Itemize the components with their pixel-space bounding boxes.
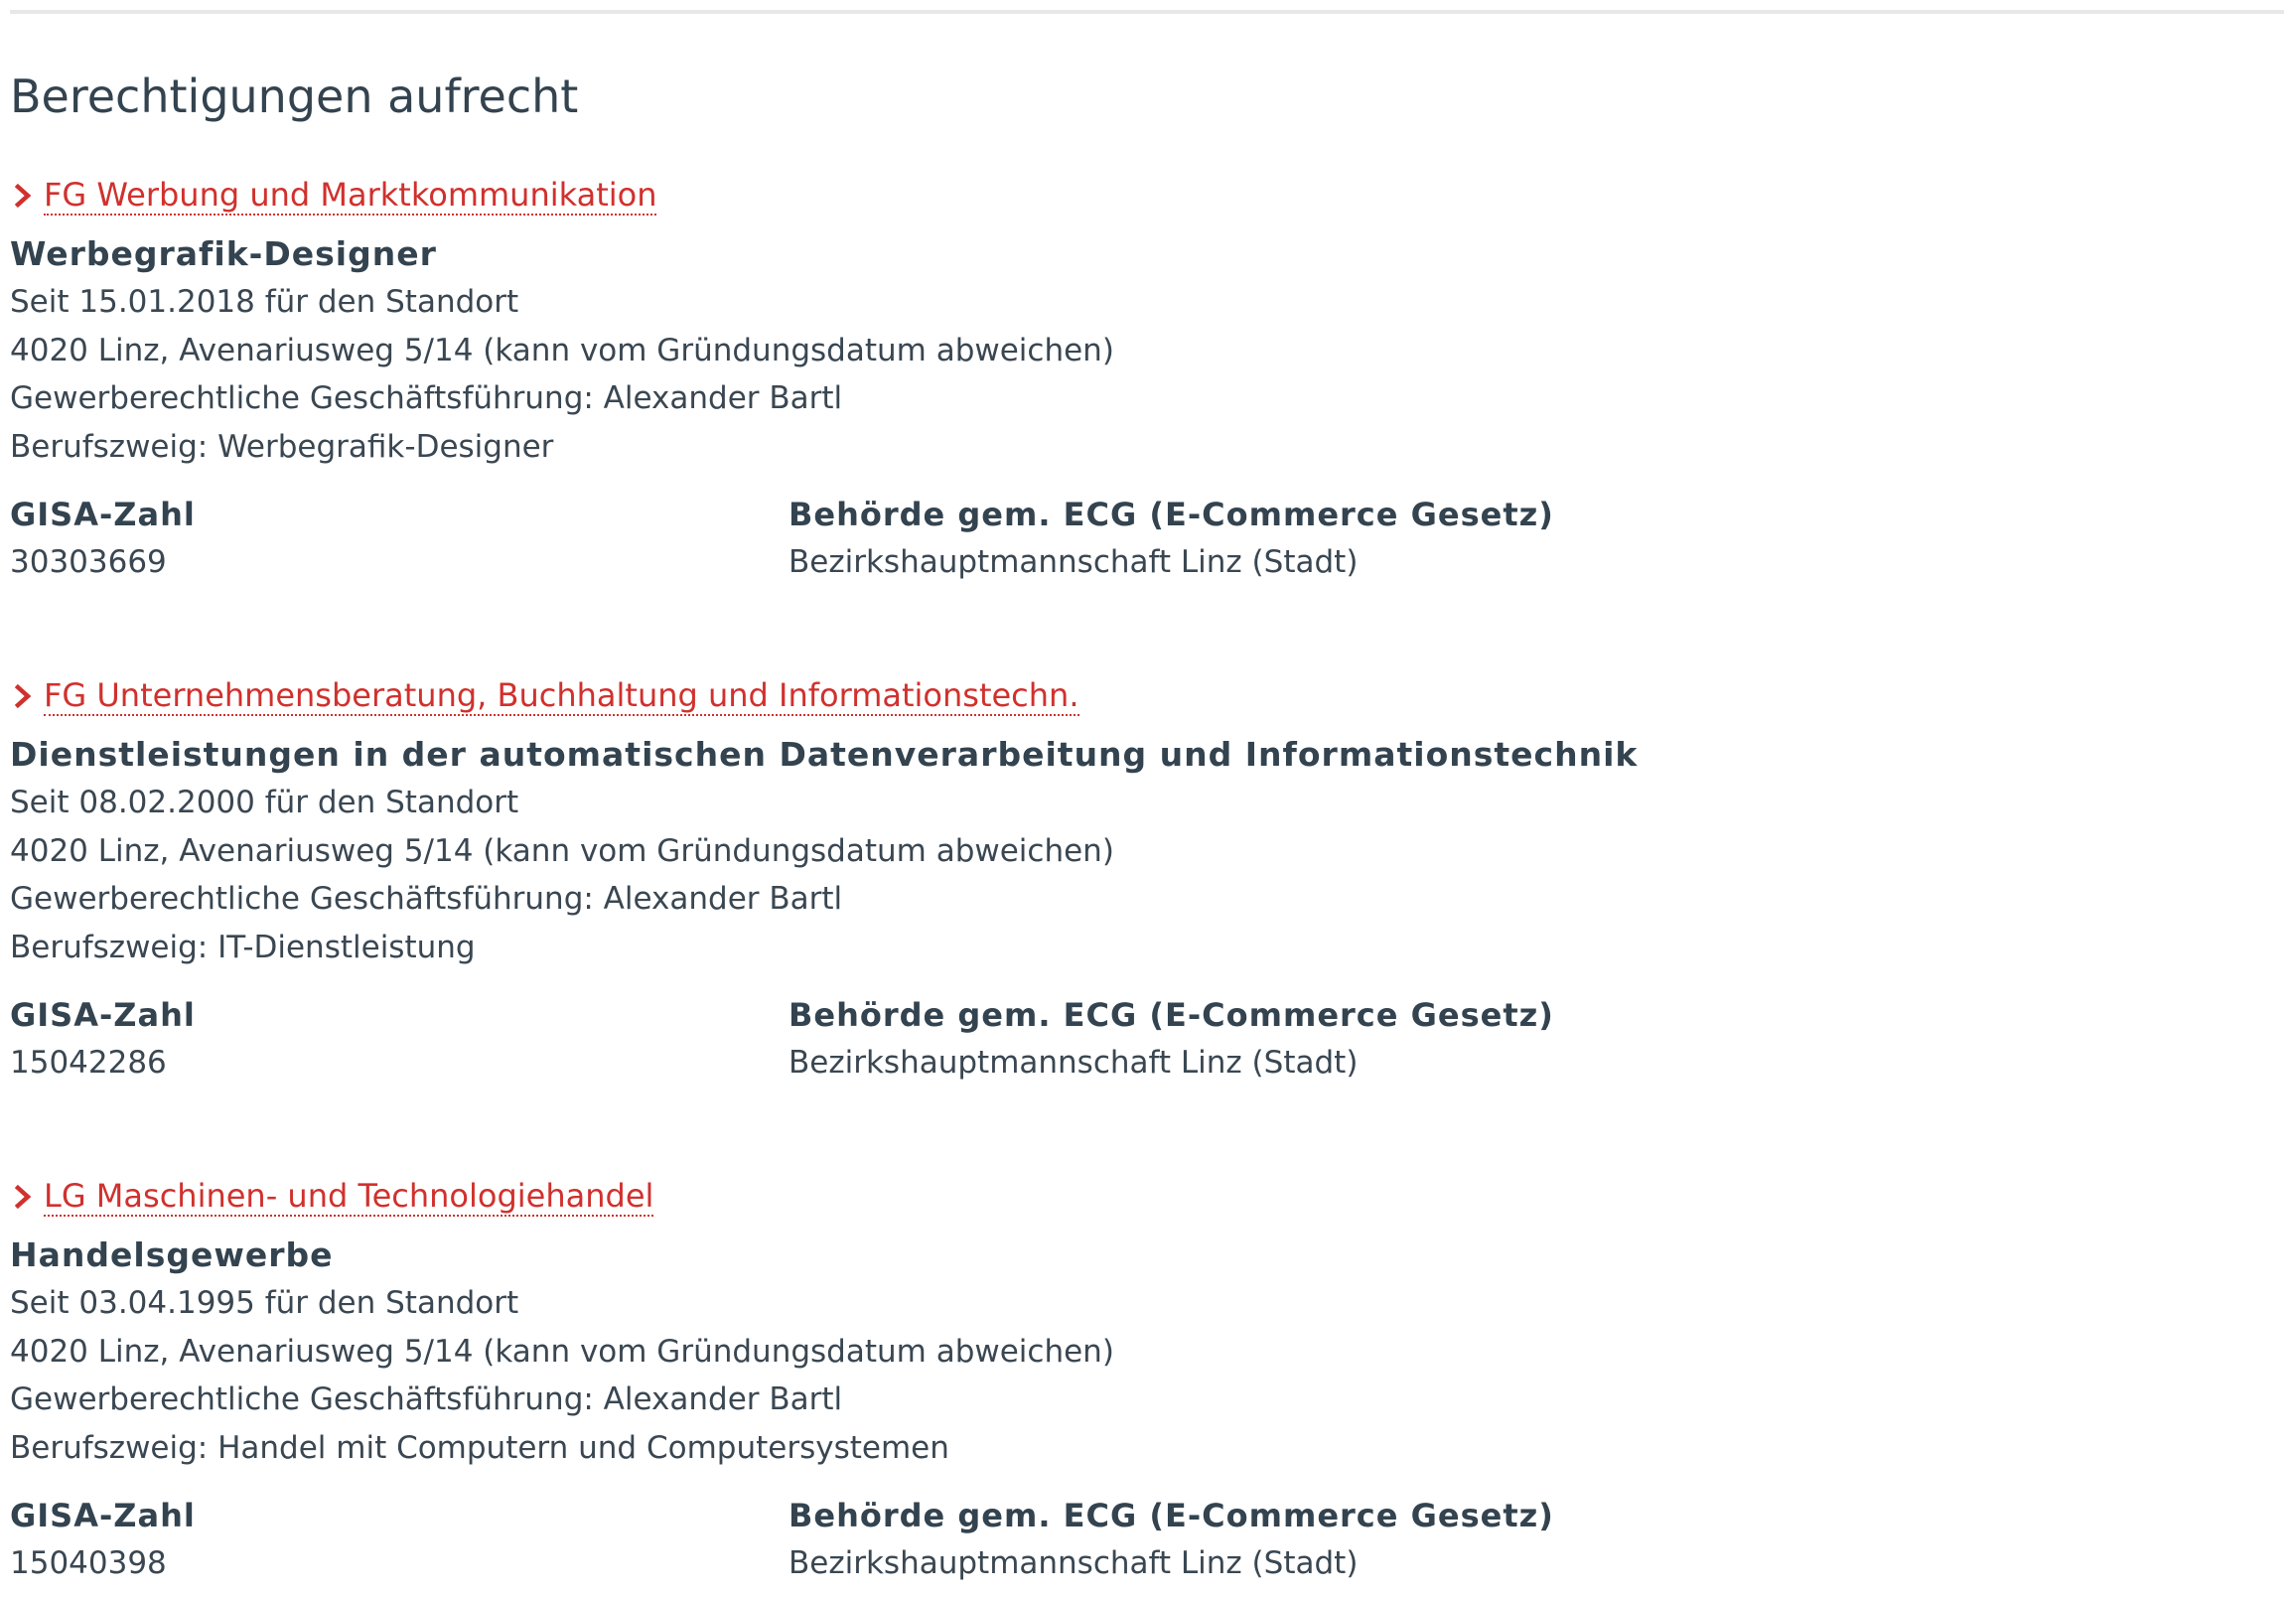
chevron-right-icon <box>10 680 38 712</box>
permission-entry <box>10 169 2274 586</box>
gisa-label: GISA-Zahl <box>10 996 196 1034</box>
chevron-right-icon <box>10 1181 38 1213</box>
since-date: Seit 15.01.2018 für den Standort <box>10 284 519 320</box>
permission-title: Handelsgewerbe <box>10 1235 334 1274</box>
group-link[interactable] <box>10 669 1079 723</box>
group-link-label: FG Werbung und Marktkommunikation <box>44 176 656 216</box>
gisa-value: 15042286 <box>10 1045 167 1081</box>
group-link[interactable] <box>10 169 656 222</box>
location-address: 4020 Linz, Avenariusweg 5/14 (kann vom Gründungsdatum abweichen) <box>10 332 1114 368</box>
meta-row <box>10 991 2274 1087</box>
authority-block <box>789 991 1782 1087</box>
permission-title: Dienstleistungen in der automatischen Datenverarbeitung und Informationstechnik <box>10 735 1639 774</box>
gisa-block <box>10 1492 789 1587</box>
management-info: Gewerberechtliche Geschäftsführung: Alexander Bartl <box>10 380 843 416</box>
authority-value: Bezirkshauptmannschaft Linz (Stadt) <box>789 1545 1359 1581</box>
group-link-label: FG Unternehmensberatung, Buchhaltung und Informationstechn. <box>44 676 1079 716</box>
top-divider <box>10 10 2284 14</box>
meta-row <box>10 491 2274 586</box>
gisa-label: GISA-Zahl <box>10 1497 196 1534</box>
chevron-right-icon <box>10 180 38 212</box>
branch-info: Berufszweig: Werbegrafik-Designer <box>10 428 554 465</box>
gisa-value: 30303669 <box>10 544 167 580</box>
authority-label: Behörde gem. ECG (E-Commerce Gesetz) <box>789 1497 1554 1534</box>
branch-info: Berufszweig: IT-Dienstleistung <box>10 929 476 965</box>
gisa-label: GISA-Zahl <box>10 496 196 533</box>
permission-title: Werbegrafik-Designer <box>10 234 437 273</box>
branch-info: Berufszweig: Handel mit Computern und Computersystemen <box>10 1429 949 1466</box>
since-date: Seit 08.02.2000 für den Standort <box>10 785 519 820</box>
permission-entry <box>10 1170 2274 1587</box>
section-heading: Berechtigungen aufrecht <box>10 70 579 123</box>
gisa-block <box>10 991 789 1087</box>
management-info: Gewerberechtliche Geschäftsführung: Alexander Bartl <box>10 881 843 917</box>
meta-row <box>10 1492 2274 1587</box>
location-address: 4020 Linz, Avenariusweg 5/14 (kann vom Gründungsdatum abweichen) <box>10 832 1114 869</box>
authority-label: Behörde gem. ECG (E-Commerce Gesetz) <box>789 496 1554 533</box>
gisa-block <box>10 491 789 586</box>
group-link[interactable] <box>10 1170 653 1224</box>
authority-label: Behörde gem. ECG (E-Commerce Gesetz) <box>789 996 1554 1034</box>
management-info: Gewerberechtliche Geschäftsführung: Alexander Bartl <box>10 1381 843 1417</box>
permission-entry <box>10 669 2274 1087</box>
authority-value: Bezirkshauptmannschaft Linz (Stadt) <box>789 1045 1359 1081</box>
authority-block <box>789 491 1782 586</box>
group-link-label: LG Maschinen- und Technologiehandel <box>44 1177 653 1217</box>
since-date: Seit 03.04.1995 für den Standort <box>10 1285 519 1321</box>
authority-value: Bezirkshauptmannschaft Linz (Stadt) <box>789 544 1359 580</box>
location-address: 4020 Linz, Avenariusweg 5/14 (kann vom Gründungsdatum abweichen) <box>10 1333 1114 1370</box>
authority-block <box>789 1492 1782 1587</box>
gisa-value: 15040398 <box>10 1545 167 1581</box>
